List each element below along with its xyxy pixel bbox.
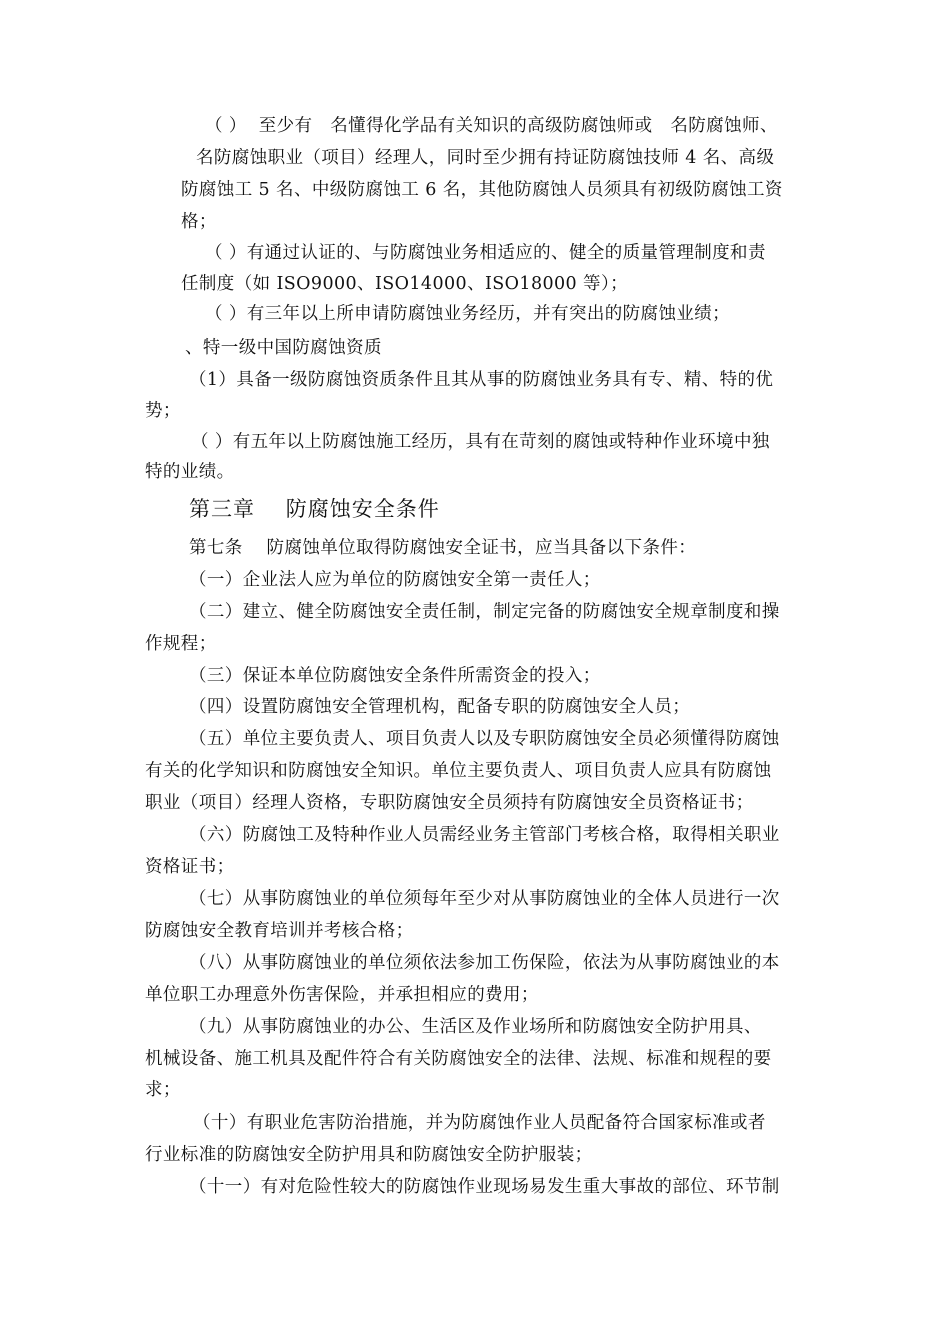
text-line: 势； <box>145 401 181 421</box>
chapter-heading: 第三章 防腐蚀安全条件 <box>189 497 440 521</box>
section-heading: 、特一级中国防腐蚀资质 <box>185 338 382 358</box>
text-line: 行业标准的防腐蚀安全防护用具和防腐蚀安全防护服装； <box>145 1145 593 1165</box>
text-line: （ ）有五年以上防腐蚀施工经历，具有在苛刻的腐蚀或特种作业环境中独 <box>191 432 770 452</box>
text-line: （一）企业法人应为单位的防腐蚀安全第一责任人； <box>189 570 601 590</box>
text-line: 职业（项目）经理人资格，专职防腐蚀安全员须持有防腐蚀安全员资格证书； <box>145 793 754 813</box>
text-line: （ ）有通过认证的、与防腐蚀业务相适应的、健全的质量管理制度和责 <box>205 243 766 263</box>
text-line: 资格证书； <box>145 857 235 877</box>
text-line: 有关的化学知识和防腐蚀安全知识。单位主要负责人、项目负责人应具有防腐蚀 <box>145 761 772 781</box>
text-line: 名防腐蚀职业（项目）经理人，同时至少拥有持证防腐蚀技师 4 名、高级 <box>196 148 775 168</box>
text-line: （1）具备一级防腐蚀资质条件且其从事的防腐蚀业务具有专、精、特的优 <box>189 370 774 390</box>
text-line: 单位职工办理意外伤害保险，并承担相应的费用； <box>145 985 539 1005</box>
text-line: （二）建立、健全防腐蚀安全责任制，制定完备的防腐蚀安全规章制度和操 <box>189 602 780 622</box>
text-line: （三）保证本单位防腐蚀安全条件所需资金的投入； <box>189 666 601 686</box>
text-line: 机械设备、施工机具及配件符合有关防腐蚀安全的法律、法规、标准和规程的要 <box>145 1049 772 1069</box>
text-line: （四）设置防腐蚀安全管理机构，配备专职的防腐蚀安全人员； <box>189 697 691 717</box>
text-line: （十一）有对危险性较大的防腐蚀作业现场易发生重大事故的部位、环节制 <box>189 1177 780 1197</box>
text-line: 特的业绩。 <box>145 462 235 482</box>
text-line: （七）从事防腐蚀业的单位须每年至少对从事防腐蚀业的全体人员进行一次 <box>189 889 780 909</box>
text-line: 求； <box>145 1080 181 1100</box>
text-line: （六）防腐蚀工及特种作业人员需经业务主管部门考核合格，取得相关职业 <box>189 825 780 845</box>
text-line: （ ） 至少有 名懂得化学品有关知识的高级防腐蚀师或 名防腐蚀师、 <box>205 116 778 136</box>
text-line: 作规程； <box>145 634 217 654</box>
text-line: 格； <box>181 212 217 232</box>
article-heading: 第七条 防腐蚀单位取得防腐蚀安全证书，应当具备以下条件： <box>189 538 697 558</box>
text-line: 防腐蚀工 5 名、中级防腐蚀工 6 名，其他防腐蚀人员须具有初级防腐蚀工资 <box>181 180 783 200</box>
text-line: （ ）有三年以上所申请防腐蚀业务经历，并有突出的防腐蚀业绩； <box>205 304 731 324</box>
text-line: 防腐蚀安全教育培训并考核合格； <box>145 921 414 941</box>
text-line: （十）有职业危害防治措施，并为防腐蚀作业人员配备符合国家标准或者 <box>193 1113 766 1133</box>
text-line: （九）从事防腐蚀业的办公、生活区及作业场所和防腐蚀安全防护用具、 <box>189 1017 762 1037</box>
text-line: （八）从事防腐蚀业的单位须依法参加工伤保险，依法为从事防腐蚀业的本 <box>189 953 780 973</box>
text-line: （五）单位主要负责人、项目负责人以及专职防腐蚀安全员必须懂得防腐蚀 <box>189 729 780 749</box>
text-line: 任制度（如 ISO9000、ISO14000、ISO18000 等）； <box>181 274 628 294</box>
